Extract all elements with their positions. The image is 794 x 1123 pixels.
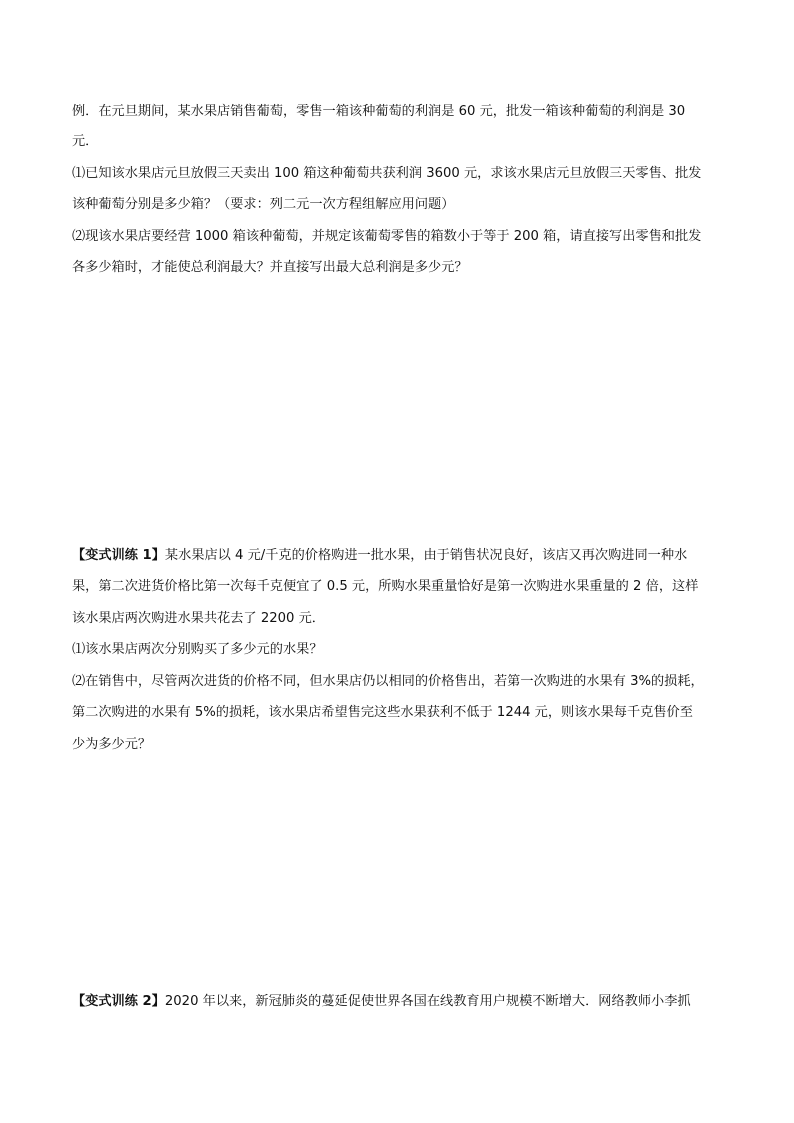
example-line-2: 元． [72, 134, 99, 149]
variant-1-question-2-line-1: ⑵在销售中，尽管两次进货的价格不同，但水果店仍以相同的价格售出，若第一次购进的水果有 3%的损耗， [72, 674, 704, 689]
variant-2-line-1-text: 2020 年以来，新冠肺炎的蔓延促使世界各国在线教育用户规模不断增大．网络教师小李抓 [164, 994, 691, 1009]
variant-1-line-1-text: 某水果店以 4 元/千克的价格购进一批水果，由于销售状况良好，该店又再次购进同一种水 [164, 548, 688, 563]
example-question-1-line-2: 该种葡萄分别是多少箱？（要求：列二元一次方程组解应用问题） [72, 197, 455, 212]
variant-2-tag: 【变式训练 2】 [72, 994, 165, 1009]
variant-1-line-3: 该水果店两次购进水果共花去了 2200 元． [72, 611, 325, 626]
example-question-1-line-1: ⑴已知该水果店元旦放假三天卖出 100 箱这种葡萄共获利润 3600 元，求该水果店元旦放假三天零售、批发 [72, 166, 702, 181]
example-line-1: 例．在元旦期间，某水果店销售葡萄，零售一箱该种葡萄的利润是 60 元，批发一箱该种葡萄的利润是 30 [72, 104, 686, 119]
variant-1-line-1 [72, 547, 722, 565]
variant-1-question-2-line-2: 第二次购进的水果有 5%的损耗，该水果店希望售完这些水果获利不低于 1244 元，则该水果每千克售价至 [72, 705, 693, 720]
variant-1-tag: 【变式训练 1】 [72, 548, 165, 563]
variant-1-line-2: 果，第二次进货价格比第一次每千克便宜了 0.5 元，所购水果重量恰好是第一次购进水果重量的 2 倍，这样 [72, 579, 699, 594]
variant-1-question-1: ⑴该水果店两次分别购买了多少元的水果？ [72, 642, 323, 657]
example-question-2-line-1: ⑵现该水果店要经营 1000 箱该种葡萄，并规定该葡萄零售的箱数小于等于 200 箱，请直接写出零售和批发 [72, 229, 702, 244]
example-question-2-line-2: 各多少箱时，才能使总利润最大？并直接写出最大总利润是多少元？ [72, 260, 468, 275]
variant-1-question-2-line-3: 少为多少元？ [72, 737, 152, 752]
variant-2-line-1 [72, 993, 722, 1011]
